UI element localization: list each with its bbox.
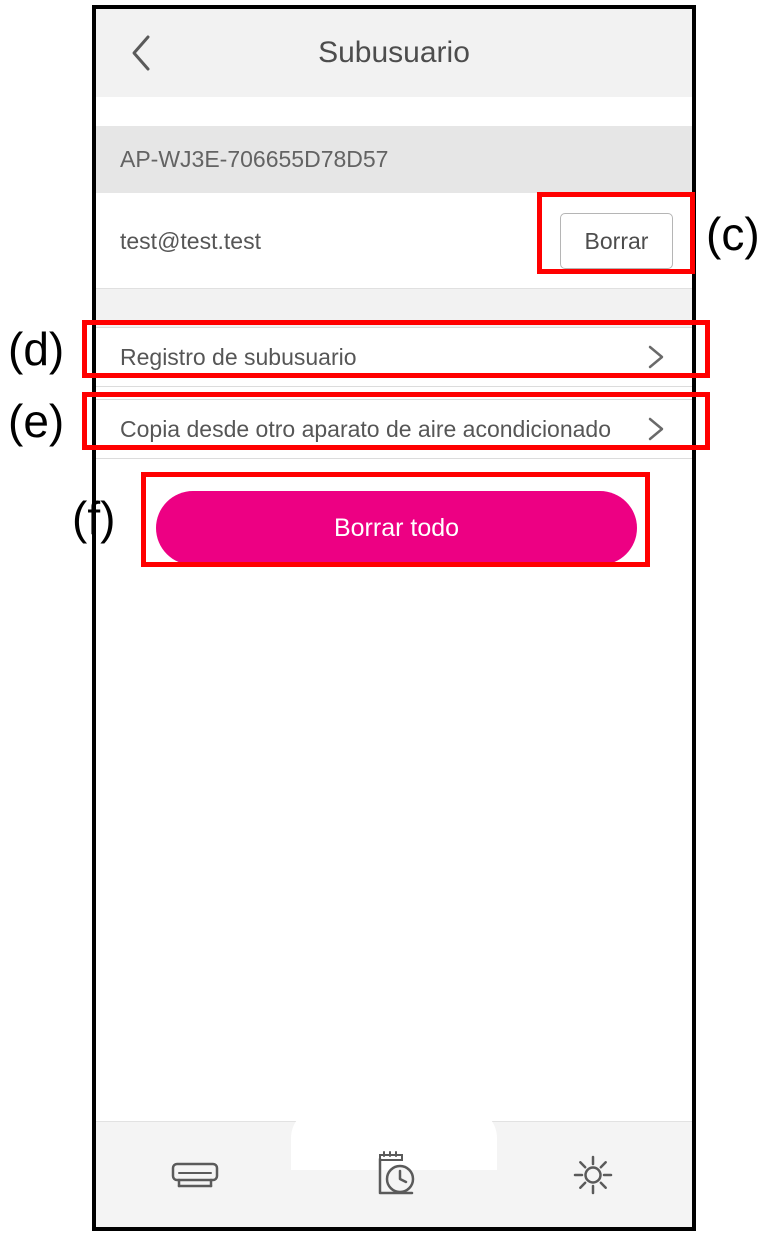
gear-icon	[568, 1150, 618, 1200]
tab-device[interactable]	[96, 1122, 295, 1228]
delete-all-button[interactable]: Borrar todo	[156, 491, 637, 565]
phone-screen	[92, 5, 696, 1231]
tab-schedule[interactable]	[295, 1122, 494, 1228]
tab-settings[interactable]	[493, 1122, 692, 1228]
subuser-email-label: test@test.test	[120, 228, 261, 254]
menu-item-registro-de-subusuario[interactable]	[96, 327, 692, 387]
callout-label-e: (e)	[8, 395, 65, 447]
section-divider	[96, 289, 692, 327]
menu-item-copia-desde-otro-aparato[interactable]	[96, 399, 692, 459]
device-id-band	[96, 126, 692, 193]
chevron-right-icon	[640, 342, 670, 372]
bottom-tab-bar	[96, 1121, 692, 1227]
air-conditioner-icon	[167, 1152, 223, 1198]
callout-label-d: (d)	[8, 323, 65, 375]
device-id-label: AP-WJ3E-706655D78D57	[120, 146, 389, 172]
timer-clock-icon	[366, 1149, 422, 1201]
delete-subuser-button[interactable]: Borrar	[560, 213, 673, 269]
app-header	[96, 9, 692, 97]
menu-item-label: Copia desde otro aparato de aire acondicionado	[120, 416, 612, 442]
page-title: Subusuario	[318, 36, 470, 69]
callout-label-f: (f)	[72, 492, 116, 544]
callout-label-c: (c)	[706, 208, 760, 260]
subuser-row	[96, 193, 692, 289]
chevron-right-icon	[640, 414, 670, 444]
menu-item-label: Registro de subusuario	[120, 344, 357, 370]
